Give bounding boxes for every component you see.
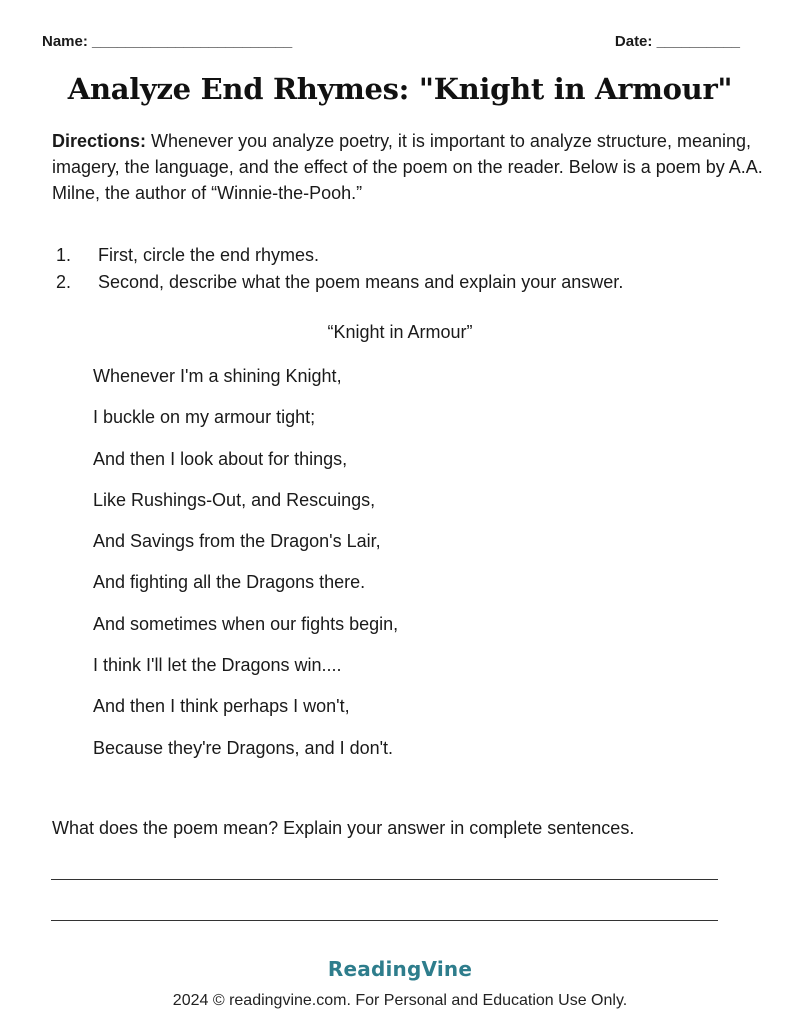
name-field-label: Name: ________________________ <box>42 33 293 50</box>
step-text: First, circle the end rhymes. <box>98 245 320 265</box>
poem-line: I buckle on my armour tight; <box>93 407 316 428</box>
poem-line: Whenever I'm a shining Knight, <box>93 366 342 386</box>
step-number: 2. <box>56 272 72 292</box>
copyright-footer: 2024 © readingvine.com. For Personal and Education Use Only. <box>172 992 628 1009</box>
poem-title: “Knight in Armour” <box>327 322 473 342</box>
poem-line: And then I think perhaps I won't, <box>93 696 350 717</box>
answer-line[interactable] <box>51 879 718 880</box>
answer-line[interactable] <box>51 920 718 921</box>
header-row <box>42 33 740 50</box>
poem-line: Like Rushings-Out, and Rescuings, <box>93 489 376 510</box>
worksheet-title: Analyze End Rhymes: "Knight in Armour" <box>67 72 733 106</box>
poem-line: I think I'll let the Dragons win.... <box>93 655 342 676</box>
poem-line: And fighting all the Dragons there. <box>93 572 366 593</box>
steps-list <box>56 242 776 296</box>
step-item <box>56 269 776 296</box>
directions-label: Directions: <box>52 131 147 151</box>
poem-line: And Savings from the Dragon's Lair, <box>93 531 381 552</box>
poem-line: Because they're Dragons, and I don't. <box>93 737 394 758</box>
directions-text: Whenever you analyze poetry, it is important to analyze structure, meaning, imagery, the language, and the effect of the poem on the reader. Below is a poem by A.A. Milne, the author of “Winnie-the-Pooh.” <box>52 131 763 203</box>
poem-lines <box>93 363 398 776</box>
poem-line: And sometimes when our fights begin, <box>93 613 399 634</box>
poem-line: And then I look about for things, <box>93 448 348 469</box>
directions-paragraph <box>52 128 764 206</box>
date-field-label: Date: __________ <box>614 33 740 50</box>
step-number: 1. <box>56 245 72 265</box>
question-prompt: What does the poem mean? Explain your answer in complete sentences. <box>52 818 635 838</box>
readingvine-logo: ReadingVine <box>327 957 473 981</box>
step-text: Second, describe what the poem means and explain your answer. <box>98 272 624 292</box>
step-item <box>56 242 776 269</box>
